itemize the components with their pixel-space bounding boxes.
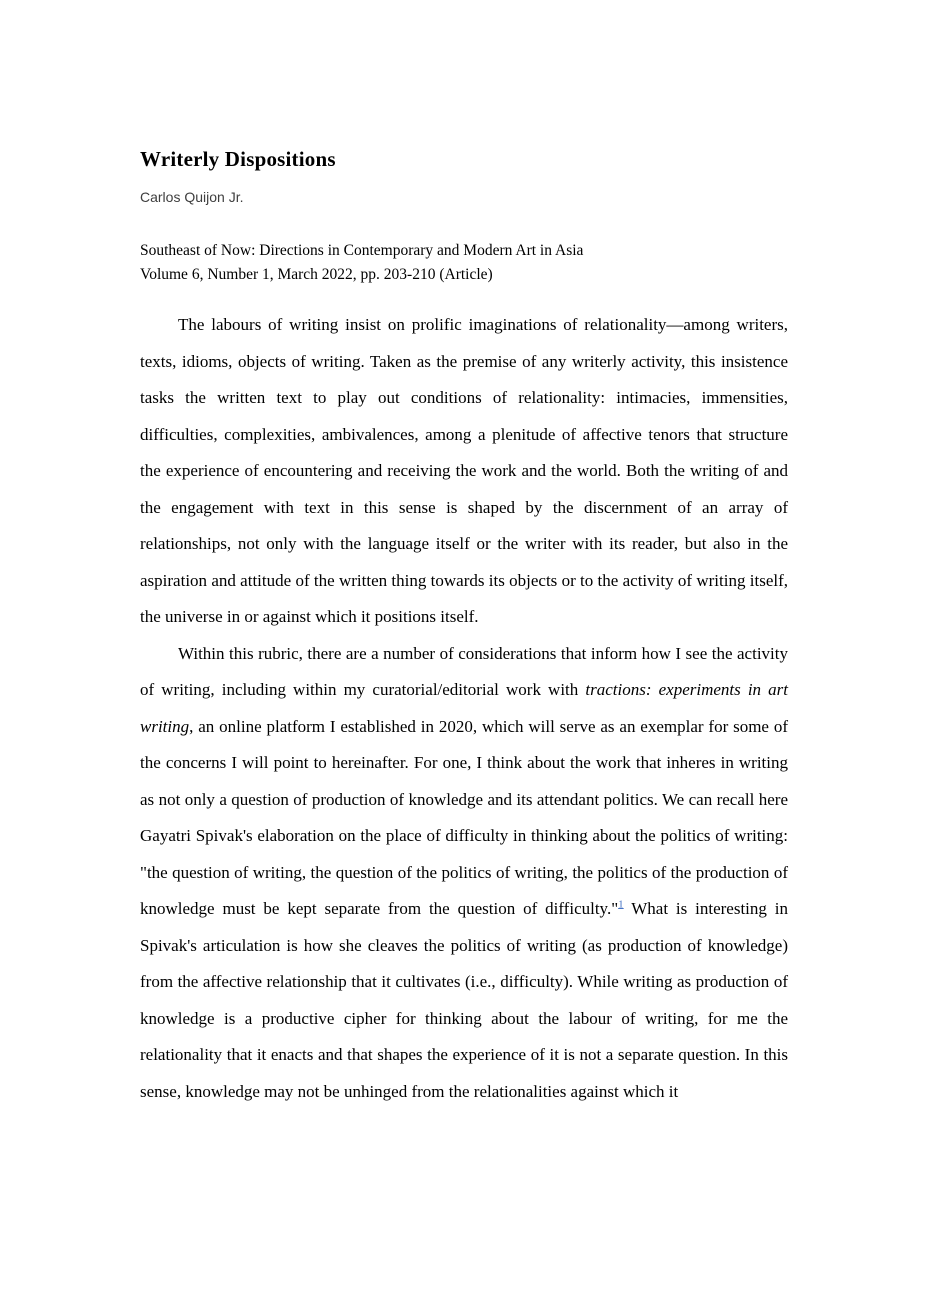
article-body: [140, 307, 788, 1110]
paragraph-1-text: The labours of writing insist on prolific imaginations of relationality—among writers, texts, idioms, objects of writing. Taken as the premise of any writerly activity, this insistence tasks the written text to play out conditions of relationality: intimacies, immensities, difficulties, complexities, ambivalences, among a plenitude of affective tenors that structure the experience of encountering and receiving the work and the world. Both the writing of and the engagement with text in this sense is shaped by the discernment of an array of relationships, not only with the language itself or the writer with its reader, but also in the aspiration and attitude of the written thing towards its objects or to the activity of writing itself, the universe in or against which it positions itself.: [140, 315, 788, 626]
paragraph-2-text-b: , an online platform I established in 2020, which will serve as an exemplar for some of the concerns I will point to hereinafter. For one, I think about the work that inheres in writing as not only a question of production of knowledge and its attendant politics. We can recall here Gayatri Spivak's elaboration on the place of difficulty in thinking about the politics of writing: "the question of writing, the question of the politics of writing, the politics of the production of knowledge must be kept separate from the question of difficulty.": [140, 716, 788, 918]
footnote-1-link[interactable]: 1: [618, 898, 624, 911]
journal-title: Southeast of Now: Directions in Contemporary and Modern Art in Asia: [140, 242, 584, 259]
body-paragraph-1: [140, 307, 788, 636]
platform-name-italic: tractions: experiments in art writing: [140, 680, 789, 736]
body-paragraph-2: [140, 636, 788, 1111]
article-title: Writerly Dispositions: [140, 147, 336, 171]
article-author: Carlos Quijon Jr.: [140, 189, 244, 205]
journal-citation-block: [140, 239, 788, 287]
paragraph-2-text-a: Within this rubric, there are a number of considerations that inform how I see the activity of writing, including within my curatorial/editorial work with: [140, 643, 788, 699]
paragraph-2-text-c: What is interesting in Spivak's articulation is how she cleaves the politics of writing (as production of knowledge) from the affective relationship that it cultivates (i.e., difficulty). While writing as production of knowledge is a productive cipher for thinking about the labour of writing, for me the relationality that it enacts and that shapes the experience of it is not a separate question. In this sense, knowledge may not be unhinged from the relationalities against which it: [140, 899, 788, 1101]
journal-issue-info: Volume 6, Number 1, March 2022, pp. 203-210 (Article): [140, 266, 493, 283]
